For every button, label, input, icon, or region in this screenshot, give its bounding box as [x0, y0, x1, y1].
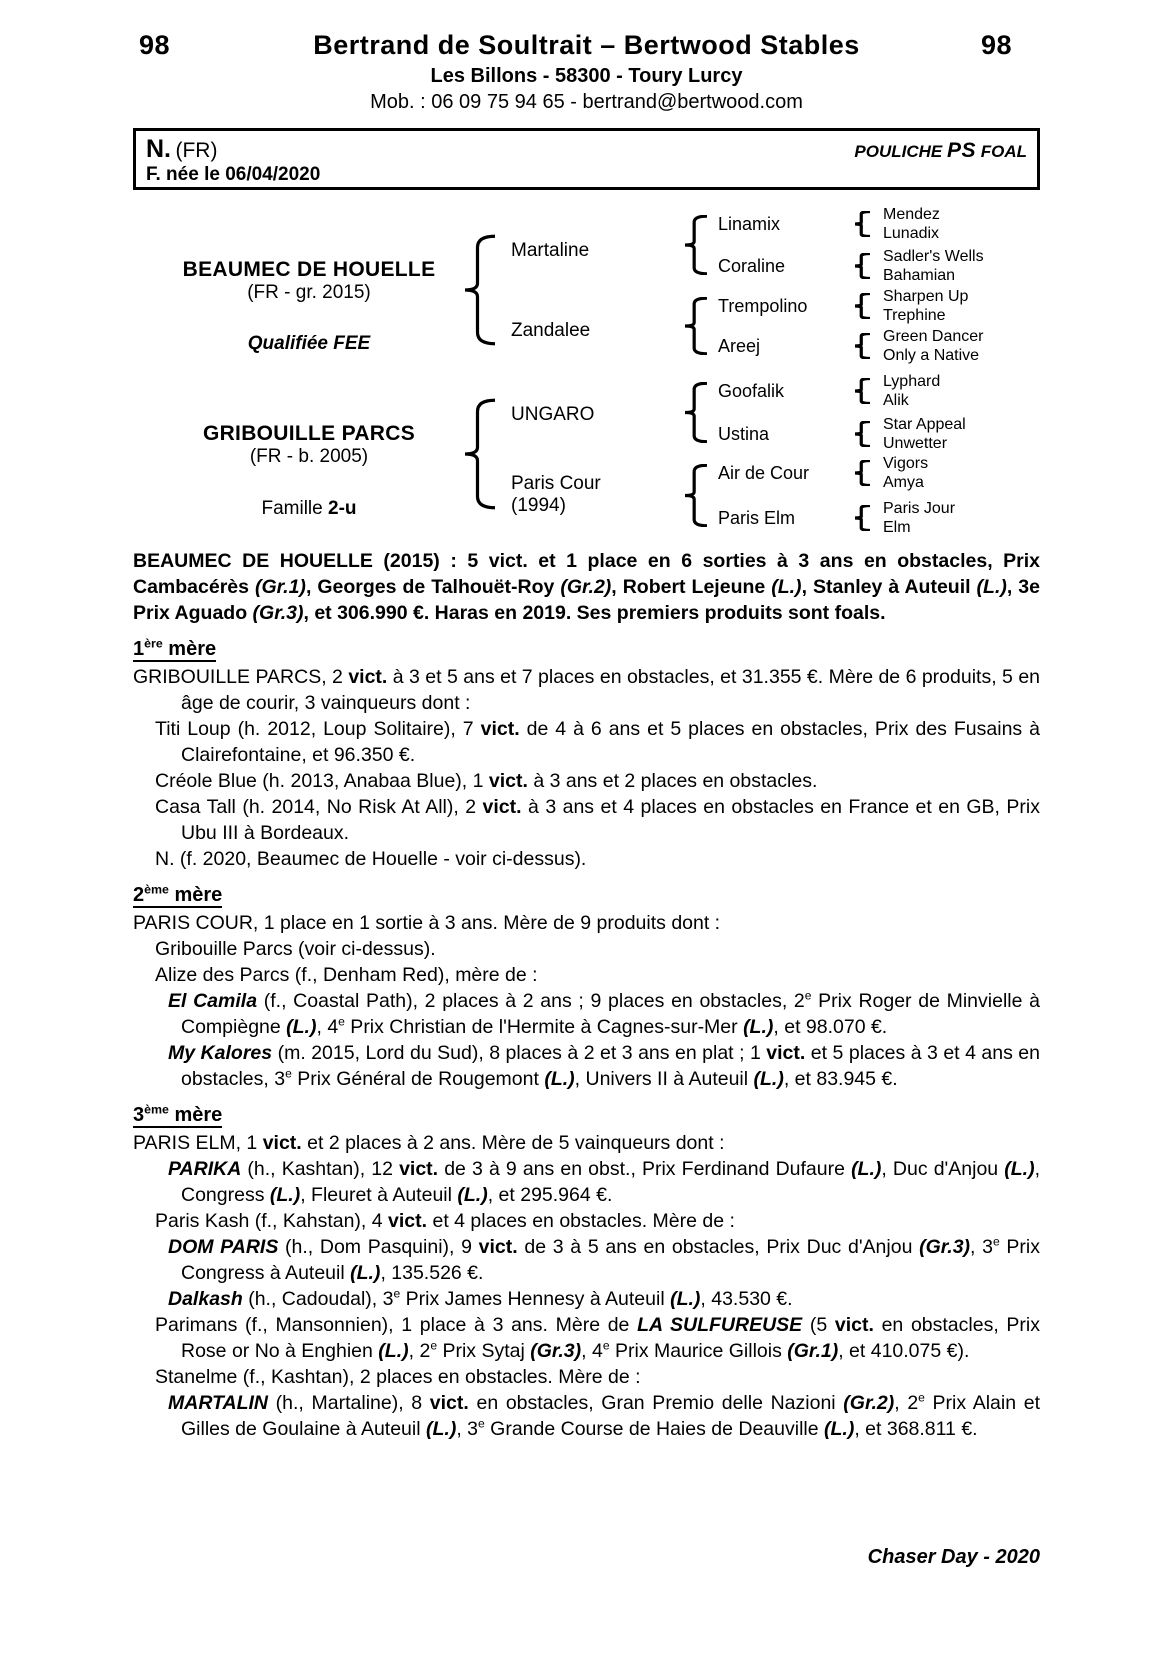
text-run: 2 — [133, 884, 145, 906]
progeny-paragraph — [133, 1286, 1040, 1312]
text-run: (5 — [802, 1314, 835, 1336]
text-run: N. (f. 2020, Beaumec de Houelle - voir ci-dessus). — [155, 848, 587, 870]
text-run: 1 — [133, 638, 145, 660]
pedigree-gen3-name: Goofalik — [718, 381, 785, 401]
progeny-paragraph — [133, 1234, 1040, 1286]
text-run: , Congress — [181, 1158, 1040, 1206]
gen4-name: Vigors — [883, 455, 929, 472]
text-run: de 3 à 9 ans en obst., Prix Ferdinand Dufaure — [438, 1158, 852, 1180]
progeny-paragraph — [133, 846, 1040, 872]
sire-name: BEAUMEC DE HOUELLE — [182, 258, 436, 281]
gen4-name: Mendez — [883, 206, 940, 223]
text-run: , 3e Prix Aguado — [133, 576, 1040, 624]
text-run: Titi Loup (h. 2012, Loup Solitaire), 7 — [155, 718, 481, 740]
pedigree-tree — [133, 200, 1040, 540]
text-run: , et 83.945 €. — [783, 1068, 898, 1090]
pedigree-gen4-pair — [883, 499, 955, 537]
text-run: (L.) — [350, 1262, 381, 1284]
progeny-paragraph — [133, 1312, 1040, 1364]
text-run: PARIS ELM, 1 — [133, 1132, 263, 1154]
pedigree-brace-gen3 — [685, 464, 707, 527]
text-run: Casa Tall (h. 2014, No Risk At All), 2 — [155, 796, 483, 818]
text-run: vict. — [478, 1236, 518, 1258]
text-run: My Kalores — [168, 1042, 273, 1064]
pedigree-gen4-pair — [883, 372, 940, 410]
text-run: Alize des Parcs (f., Denham Red), mère de : — [155, 964, 538, 986]
pedigree-gen4-pair — [883, 205, 940, 243]
text-run: MARTALIN — [168, 1392, 269, 1414]
text-run: à 3 ans et 2 places en obstacles. — [527, 770, 818, 792]
text-run: vict. — [262, 1132, 302, 1154]
vendor-name: Bertrand de Soultrait – Bertwood Stables — [313, 30, 860, 60]
text-run: (L.) — [771, 576, 802, 598]
progeny-paragraph — [133, 664, 1040, 716]
category-suffix: FOAL — [976, 142, 1027, 161]
pedigree-brace-gen3 — [685, 382, 707, 443]
category-prefix: POULICHE — [854, 142, 947, 161]
text-run: (L.) — [269, 1184, 301, 1206]
horse-name-box — [133, 128, 1040, 190]
pedigree-dam-family — [133, 498, 485, 520]
text-run: DOM PARIS — [168, 1236, 279, 1258]
gen4-name: Star Appeal — [883, 416, 966, 433]
text-run: , Fleuret à Auteuil — [300, 1184, 458, 1206]
text-run: et 2 places à 2 ans. Mère de 5 vainqueurs dont : — [301, 1132, 725, 1154]
dam-section-heading — [133, 882, 1040, 908]
text-run: Stanelme (f., Kashtan), 2 places en obstacles. Mère de : — [155, 1366, 641, 1388]
text-run: PARIKA — [168, 1158, 242, 1180]
pedigree-gen3-name: Coraline — [718, 256, 786, 276]
text-run: (L.) — [1004, 1158, 1035, 1180]
pedigree-gen4-pair — [883, 454, 928, 492]
text-run: (L.) — [670, 1288, 701, 1310]
text-run: de 3 à 5 ans en obstacles, Prix Duc d'Anjou — [517, 1236, 920, 1258]
text-run: , et 306.990 €. Haras en 2019. Ses premiers produits sont foals. — [303, 602, 886, 624]
pedigree-gen4-pair — [883, 415, 966, 453]
text-run: mère — [168, 1104, 223, 1126]
text-run: mère — [168, 884, 223, 906]
text-run: , 2 — [894, 1392, 919, 1414]
progeny-paragraph — [133, 716, 1040, 768]
pedigree-gen3-name: Ustina — [718, 424, 770, 444]
horse-name: N. — [146, 135, 171, 163]
pedigree-gen2-name — [511, 240, 589, 262]
pedigree-brace-gen2-dam — [465, 398, 495, 510]
gen4-name: Sharpen Up — [883, 288, 969, 305]
text-run: vict. — [348, 666, 388, 688]
text-run: , 3 — [970, 1236, 993, 1258]
text-run: (L.) — [753, 1068, 784, 1090]
text-run: Prix James Hennesy à Auteuil — [400, 1288, 671, 1310]
text-run: Gribouille Parcs (voir ci-dessus). — [155, 938, 436, 960]
text-run: Prix Roger de Minvielle à Compiègne — [181, 990, 1040, 1038]
pedigree-gen2-name — [511, 473, 601, 517]
text-run: , 3 — [456, 1418, 479, 1440]
category-breed: PS — [946, 139, 976, 162]
text-run: El Camila — [168, 990, 258, 1012]
progeny-paragraph — [133, 1040, 1040, 1092]
pedigree-brace-gen4 — [855, 378, 870, 404]
text-run: en obstacles, Prix Rose or No à Enghien — [181, 1314, 1040, 1362]
text-run: vict. — [488, 770, 528, 792]
pedigree-brace-gen4 — [855, 421, 870, 447]
text-run: (Gr.2) — [843, 1392, 895, 1414]
progeny-paragraph — [133, 794, 1040, 846]
text-run: (h., Dom Pasquini), 9 — [278, 1236, 479, 1258]
text-run: (h., Kashtan), 12 — [241, 1158, 400, 1180]
progeny-paragraph — [133, 1156, 1040, 1208]
text-run: BEAUMEC DE HOUELLE (2015) : 5 vict. et 1 place en 6 sorties à 3 ans en obstacles, Prix Cambacérès — [133, 550, 1040, 598]
text-run: (f., Coastal Path), 2 places à 2 ans ; 9 places en obstacles, 2 — [257, 990, 805, 1012]
text-run: vict. — [834, 1314, 874, 1336]
text-run: e — [285, 1066, 292, 1081]
text-run: (Gr.1) — [787, 1340, 839, 1362]
horse-name-group — [146, 135, 217, 164]
gen4-name: Sadler's Wells — [883, 248, 984, 265]
gen4-name: Unwetter — [883, 435, 948, 452]
text-run: vict. — [388, 1210, 428, 1232]
pedigree-brace-gen4 — [855, 460, 870, 486]
text-run: , et 98.070 €. — [773, 1016, 888, 1038]
text-run: vict. — [482, 796, 522, 818]
text-run: et 5 places à 3 et 4 ans en obstacles, 3 — [181, 1042, 1040, 1090]
text-run: (h., Martaline), 8 — [268, 1392, 430, 1414]
text-run: (L.) — [426, 1418, 457, 1440]
text-run: à 3 ans et 4 places en obstacles en France et en GB, Prix Ubu III à Bordeaux. — [181, 796, 1040, 844]
pedigree-gen3-name: Areej — [718, 336, 761, 356]
text-run: e — [430, 1338, 438, 1353]
pedigree-brace-gen4 — [855, 333, 870, 359]
text-run: , et 295.964 €. — [487, 1184, 613, 1206]
gen4-name: Amya — [883, 474, 924, 491]
text-run: , Robert Lejeune — [611, 576, 772, 598]
pedigree-gen4-pair — [883, 287, 968, 325]
text-run: , et 368.811 €. — [854, 1418, 978, 1440]
pedigree-gen3-name: Air de Cour — [718, 463, 810, 483]
text-run: e — [993, 1234, 1000, 1249]
text-run: (L.) — [457, 1184, 488, 1206]
text-run: vict. — [766, 1042, 806, 1064]
text-run: (L.) — [378, 1340, 409, 1362]
text-run: , 4 — [581, 1340, 603, 1362]
text-run: Dalkash — [168, 1288, 243, 1310]
text-run: e — [804, 988, 812, 1003]
text-run: , 43.530 €. — [700, 1288, 793, 1310]
text-run: (L.) — [976, 576, 1007, 598]
text-run: Parimans (f., Mansonnien), 1 place à 3 ans. Mère de — [155, 1314, 638, 1336]
dam-name: GRIBOUILLE PARCS — [202, 422, 416, 445]
text-run: , et 410.075 €). — [838, 1340, 970, 1362]
pedigree-brace-gen4 — [855, 505, 870, 531]
gen2-name: Zandalee — [511, 320, 591, 341]
sire-summary-paragraph — [133, 548, 1040, 626]
pedigree-gen2-name — [511, 404, 594, 426]
gen4-name: Bahamian — [883, 267, 956, 284]
horse-category — [854, 139, 1027, 163]
gen2-name: UNGARO — [511, 404, 595, 425]
progeny-paragraph — [133, 1364, 1040, 1390]
text-run: (Gr.3) — [252, 602, 304, 624]
text-run: GRIBOUILLE PARCS, 2 — [133, 666, 349, 688]
text-run: Prix Sytaj — [437, 1340, 531, 1362]
text-run: Prix Congress à Auteuil — [181, 1236, 1040, 1284]
text-run: e — [918, 1390, 925, 1405]
text-run: , Duc d'Anjou — [881, 1158, 1005, 1180]
gen4-name: Lyphard — [883, 373, 941, 390]
progeny-paragraph — [133, 936, 1040, 962]
text-run: (h., Cadoudal), 3 — [242, 1288, 394, 1310]
catalog-footer: Chaser Day - 2020 — [867, 1546, 1040, 1568]
vendor-line — [133, 30, 1040, 61]
text-run: PARIS COUR, 1 place en 1 sortie à 3 ans. Mère de 9 produits dont : — [133, 912, 721, 934]
pedigree-gen4-pair — [883, 327, 984, 365]
pedigree-sire-note — [133, 333, 485, 355]
dam-section-heading — [133, 1102, 1040, 1128]
text-run: en obstacles, Gran Premio delle Nazioni — [468, 1392, 844, 1414]
lot-number-right: 98 — [980, 30, 1012, 60]
pedigree-brace-gen2-sire — [465, 234, 495, 346]
text-run: , Univers II à Auteuil — [574, 1068, 754, 1090]
text-run: , Stanley à Auteuil — [801, 576, 977, 598]
gen4-name: Trephine — [883, 307, 946, 324]
text-run: Prix Maurice Gillois — [609, 1340, 788, 1362]
text-run: vict. — [429, 1392, 469, 1414]
lot-number-left: 98 — [139, 30, 171, 60]
dam-details: (FR - b. 2005) — [249, 446, 369, 467]
progeny-paragraph — [133, 768, 1040, 794]
gen4-name: Elm — [883, 519, 911, 536]
text-run: Prix Christian de l'Hermite à Cagnes-sur-Mer — [344, 1016, 744, 1038]
gen2-year: (1994) — [511, 495, 566, 516]
sire-note-text: Qualifiée FEE — [247, 333, 371, 354]
progeny-paragraph — [133, 1390, 1040, 1442]
pedigree-brace-gen4 — [855, 293, 870, 319]
pedigree-notes — [133, 548, 1040, 1442]
gen2-name: Martaline — [511, 240, 590, 261]
text-run: (L.) — [824, 1418, 855, 1440]
text-run: vict. — [399, 1158, 439, 1180]
gen4-name: Lunadix — [883, 225, 940, 242]
text-run: e — [338, 1014, 345, 1029]
text-run: vict. — [480, 718, 520, 740]
progeny-paragraph — [133, 1208, 1040, 1234]
pedigree-brace-gen3 — [685, 215, 707, 275]
text-run: ème — [144, 1102, 169, 1117]
text-run: Paris Kash (f., Kahstan), 4 — [155, 1210, 389, 1232]
gen4-name: Only a Native — [883, 347, 980, 364]
sire-details: (FR - gr. 2015) — [247, 282, 371, 303]
pedigree-brace-gen4 — [855, 211, 870, 237]
pedigree-brace-gen3 — [685, 297, 707, 355]
text-run: Créole Blue (h. 2013, Anabaa Blue), 1 — [155, 770, 489, 792]
pedigree-text-sections — [133, 636, 1040, 1442]
text-run: ère — [144, 636, 163, 651]
text-run: de 4 à 6 ans et 5 places en obstacles, Prix des Fusains à Clairefontaine, et 96.350 €. — [181, 718, 1040, 766]
text-run: , 2 — [408, 1340, 431, 1362]
progeny-paragraph — [133, 962, 1040, 988]
text-run: e — [393, 1286, 401, 1301]
text-run: mère — [162, 638, 217, 660]
family-label: Famille — [261, 498, 328, 519]
progeny-paragraph — [133, 1130, 1040, 1156]
pedigree-gen3-name: Linamix — [718, 214, 781, 234]
gen4-name: Alik — [883, 392, 909, 409]
gen4-name: Paris Jour — [883, 500, 956, 517]
vendor-address: Les Billons - 58300 - Toury Lurcy — [430, 65, 743, 87]
pedigree-gen3-name: Trempolino — [718, 296, 808, 316]
text-run: (Gr.1) — [255, 576, 306, 598]
pedigree-sire-block — [133, 258, 485, 304]
text-run: (L.) — [743, 1016, 774, 1038]
horse-country-suffix: (FR) — [175, 139, 218, 162]
progeny-paragraph — [133, 910, 1040, 936]
gen2-name: Paris Cour — [511, 473, 601, 494]
text-run: ème — [144, 882, 169, 897]
horse-birth-line: F. née le 06/04/2020 — [146, 164, 321, 185]
text-run: (L.) — [286, 1016, 317, 1038]
pedigree-gen3-name: Paris Elm — [718, 508, 796, 528]
gen4-name: Green Dancer — [883, 328, 984, 345]
text-run: et 4 places en obstacles. Mère de : — [427, 1210, 735, 1232]
text-run: (Gr.3) — [919, 1236, 971, 1258]
pedigree-gen2-name — [511, 320, 590, 342]
text-run: , 135.526 €. — [380, 1262, 484, 1284]
text-run: à 3 et 5 ans et 7 places en obstacles, et 31.355 €. Mère de 6 produits, 5 en âge de courir, 3 vainqueurs dont : — [181, 666, 1041, 714]
text-run: Grande Course de Haies de Deauville — [484, 1418, 825, 1440]
pedigree-brace-gen4 — [855, 253, 870, 279]
pedigree-dam-block — [133, 422, 485, 468]
text-run: LA SULFUREUSE — [637, 1314, 803, 1336]
text-run: e — [602, 1338, 610, 1353]
vendor-contact: Mob. : 06 09 75 94 65 - bertrand@bertwood.com — [370, 91, 803, 113]
text-run: Prix Alain et Gilles de Goulaine à Auteuil — [181, 1392, 1041, 1440]
progeny-paragraph — [133, 988, 1040, 1040]
text-run: (Gr.3) — [530, 1340, 582, 1362]
text-run: , 4 — [316, 1016, 339, 1038]
text-run: Prix Général de Rougemont — [291, 1068, 545, 1090]
text-run: 3 — [133, 1104, 145, 1126]
text-run: (L.) — [544, 1068, 575, 1090]
dam-section-heading — [133, 636, 1040, 662]
text-run: (Gr.2) — [560, 576, 612, 598]
text-run: , Georges de Talhouët-Roy — [305, 576, 561, 598]
page-header — [133, 30, 1040, 114]
text-run: (m. 2015, Lord du Sud), 8 places à 2 et 3 ans en plat ; 1 — [272, 1042, 767, 1064]
dam-family-text — [133, 498, 485, 520]
family-number: 2-u — [328, 498, 357, 519]
text-run: (L.) — [851, 1158, 882, 1180]
text-run: e — [478, 1416, 485, 1431]
pedigree-gen4-pair — [883, 247, 984, 285]
